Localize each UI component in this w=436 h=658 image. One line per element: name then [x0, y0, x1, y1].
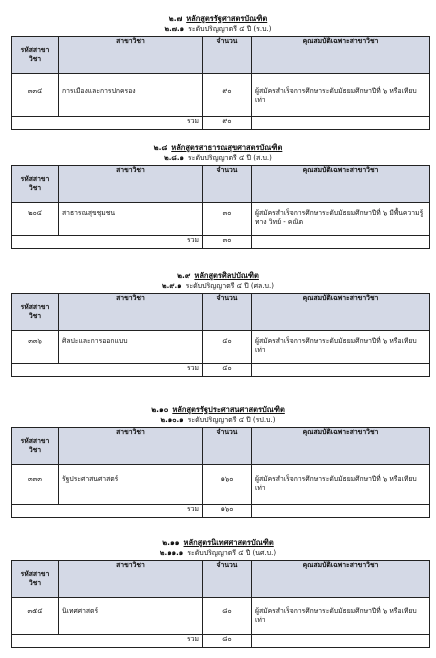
- cell-count: ๘๐: [203, 598, 252, 635]
- cell-count: ๓๐: [203, 203, 252, 236]
- total-label: รวม: [59, 635, 203, 648]
- table-row: [12, 331, 430, 364]
- cell-major: รัฐประศาสนศาสตร์: [59, 465, 203, 505]
- cell-major: ศิลปะและการออกแบบ: [59, 331, 203, 364]
- header-qual: คุณสมบัติเฉพาะสาขาวิชา: [252, 37, 430, 74]
- table-row: [12, 203, 430, 236]
- section-2-10: [0, 405, 436, 513]
- program-table: [11, 560, 430, 648]
- section-2-8: [0, 143, 436, 244]
- total-value: ๔๐: [203, 364, 252, 377]
- header-count: จำนวน: [203, 428, 252, 465]
- cell-count: ๑๖๐: [203, 465, 252, 505]
- section-heading: ๒.๘ หลักสูตรสาธารณสุขศาสตรบัณฑิต: [153, 143, 283, 152]
- cell-code: ๓๓๔: [12, 74, 59, 117]
- cell-qual: ผู้สมัครสำเร็จการศึกษาระดับมัธยมศึกษาปีที่ ๖ หรือเทียบเท่า: [252, 465, 430, 505]
- header-code: รหัสสาขาวิชา: [12, 294, 59, 331]
- total-value: ๘๐: [203, 635, 252, 648]
- header-major: สาขาวิชา: [59, 166, 203, 203]
- cell-qual: ผู้สมัครสำเร็จการศึกษาระดับมัธยมศึกษาปีที่ ๖ หรือเทียบเท่า: [252, 598, 430, 635]
- section-2-11: [0, 538, 436, 643]
- cell-major: นิเทศศาสตร์: [59, 598, 203, 635]
- total-row: [12, 236, 430, 249]
- header-code: รหัสสาขาวิชา: [12, 561, 59, 598]
- header-qual: คุณสมบัติเฉพาะสาขาวิชา: [252, 294, 430, 331]
- cell-count: ๔๐: [203, 331, 252, 364]
- section-2-7: [0, 14, 436, 125]
- header-qual: คุณสมบัติเฉพาะสาขาวิชา: [252, 166, 430, 203]
- program-table: [11, 427, 430, 518]
- section-heading: ๒.๗ หลักสูตรรัฐศาสตรบัณฑิต: [168, 14, 268, 23]
- header-qual: คุณสมบัติเฉพาะสาขาวิชา: [252, 428, 430, 465]
- program-table: [11, 36, 430, 130]
- cell-code: ๓๓๓: [12, 465, 59, 505]
- header-count: จำนวน: [203, 294, 252, 331]
- cell-code: ๒๐๔: [12, 203, 59, 236]
- header-major: สาขาวิชา: [59, 561, 203, 598]
- cell-qual: ผู้สมัครสำเร็จการศึกษาระดับมัธยมศึกษาปีที่ ๖ หรือเทียบเท่า: [252, 74, 430, 117]
- header-code: รหัสสาขาวิชา: [12, 166, 59, 203]
- section-subheading: ๒.๗.๑ ระดับปริญญาตรี ๔ ปี (ร.บ.): [164, 25, 272, 33]
- header-count: จำนวน: [203, 37, 252, 74]
- section-subheading: ๒.๑๐.๑ ระดับปริญญาตรี ๔ ปี (รป.บ.): [160, 416, 276, 424]
- table-row: [12, 74, 430, 117]
- total-label: รวม: [59, 236, 203, 249]
- header-count: จำนวน: [203, 561, 252, 598]
- total-label: รวม: [59, 117, 203, 130]
- section-subheading: ๒.๘.๑ ระดับปริญญาตรี ๔ ปี (ส.บ.): [164, 154, 272, 162]
- total-row: [12, 505, 430, 518]
- total-label: รวม: [59, 364, 203, 377]
- section-subheading: ๒.๙.๑ ระดับปริญญาตรี ๔ ปี (ศล.บ.): [162, 282, 274, 290]
- cell-count: ๙๐: [203, 74, 252, 117]
- cell-qual: ผู้สมัครสำเร็จการศึกษาระดับมัธยมศึกษาปีที่ ๖ หรือเทียบเท่า: [252, 331, 430, 364]
- header-major: สาขาวิชา: [59, 294, 203, 331]
- cell-major: สาธารณสุขชุมชน: [59, 203, 203, 236]
- section-heading: ๒.๙ หลักสูตรศิลปบัณฑิต: [177, 271, 259, 280]
- cell-code: ๓๓๖: [12, 331, 59, 364]
- total-value: ๓๐: [203, 236, 252, 249]
- header-count: จำนวน: [203, 166, 252, 203]
- total-row: [12, 117, 430, 130]
- table-row: [12, 465, 430, 505]
- total-value: ๑๖๐: [203, 505, 252, 518]
- total-row: [12, 364, 430, 377]
- table-row: [12, 598, 430, 635]
- header-major: สาขาวิชา: [59, 37, 203, 74]
- section-2-9: [0, 271, 436, 372]
- cell-major: การเมืองและการปกครอง: [59, 74, 203, 117]
- section-heading: ๒.๑๑ หลักสูตรนิเทศศาสตรบัณฑิต: [162, 538, 274, 547]
- header-qual: คุณสมบัติเฉพาะสาขาวิชา: [252, 561, 430, 598]
- total-label: รวม: [59, 505, 203, 518]
- total-value: ๙๐: [203, 117, 252, 130]
- program-table: [11, 165, 430, 249]
- cell-qual: ผู้สมัครสำเร็จการศึกษาระดับมัธยมศึกษาปีที่ ๖ มีพื้นความรู้ทาง วิทย์ - คณิต: [252, 203, 430, 236]
- cell-code: ๓๕๔: [12, 598, 59, 635]
- total-row: [12, 635, 430, 648]
- header-code: รหัสสาขาวิชา: [12, 428, 59, 465]
- program-table: [11, 293, 430, 377]
- section-subheading: ๒.๑๑.๑ ระดับปริญญาตรี ๔ ปี (นศ.บ.): [159, 549, 277, 557]
- header-major: สาขาวิชา: [59, 428, 203, 465]
- header-code: รหัสสาขาวิชา: [12, 37, 59, 74]
- section-heading: ๒.๑๐ หลักสูตรรัฐประศาสนศาสตรบัณฑิต: [151, 405, 285, 414]
